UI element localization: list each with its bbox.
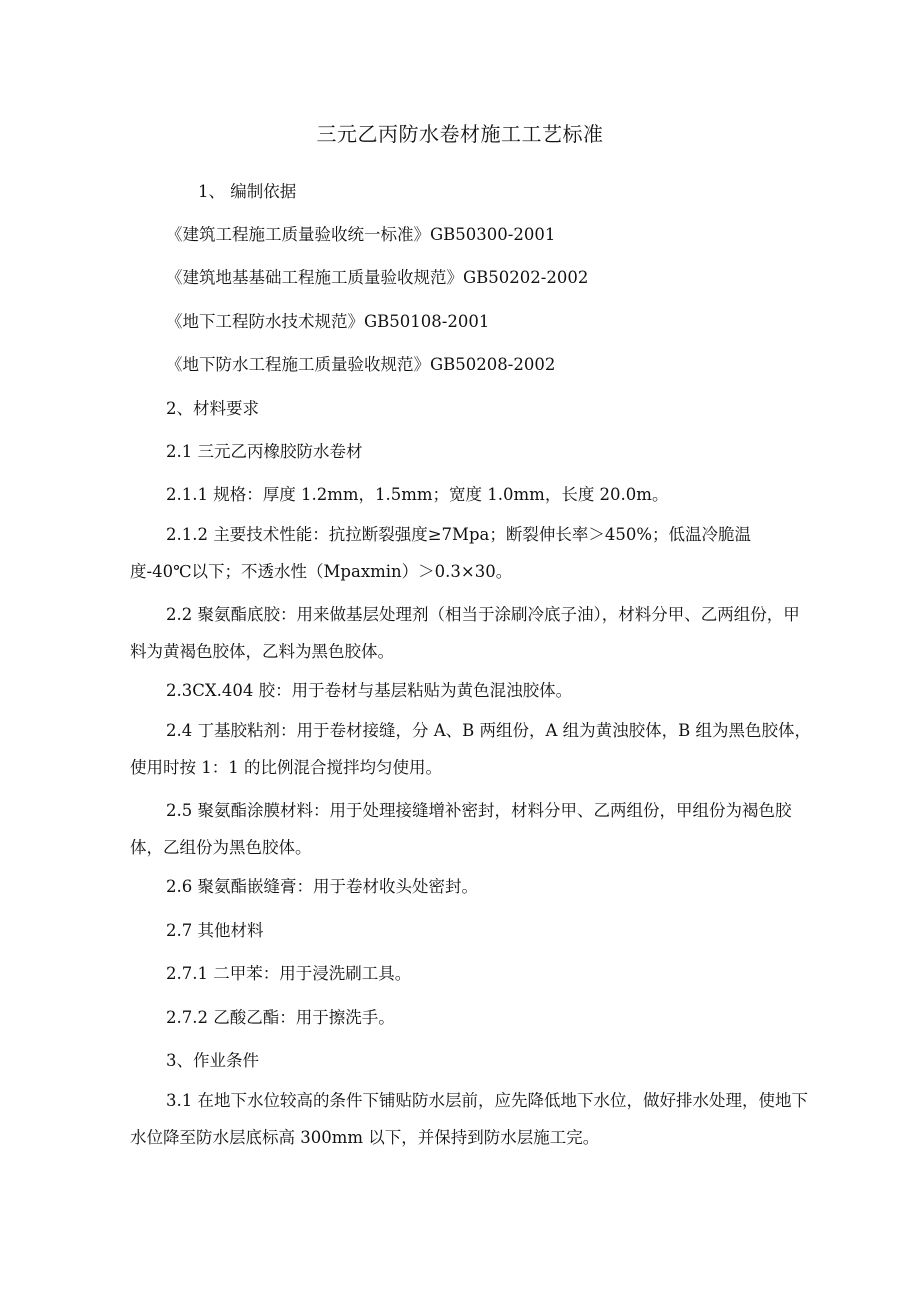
paragraph-2-7: 2.7 其他材料 <box>166 921 264 940</box>
reference-standard-1: 《建筑工程施工质量验收统一标准》GB50300-2001 <box>166 225 556 244</box>
paragraph-3-1: 3.1 在地下水位较高的条件下铺贴防水层前，应先降低地下水位，做好排水处理，使地下水位降至防水层底标高 300mm 以下，并保持到防水层施工完。 <box>130 1091 808 1147</box>
section-2-heading: 2、材料要求 <box>166 399 259 418</box>
document-title: 三元乙丙防水卷材施工工艺标准 <box>316 122 604 146</box>
section-3-heading: 3、作业条件 <box>166 1051 259 1070</box>
paragraph-2-7-2: 2.7.2 乙酸乙酯：用于擦洗手。 <box>166 1008 395 1027</box>
reference-standard-3: 《地下工程防水技术规范》GB50108-2001 <box>166 312 490 331</box>
paragraph-2-1-2: 2.1.2 主要技术性能：抗拉断裂强度≥7Mpa；断裂伸长率＞450%；低温冷脆温度-40℃以下；不透水性（Mpaxmin）＞0.3×30。 <box>130 525 752 581</box>
paragraph-2-2: 2.2 聚氨酯底胶：用来做基层处理剂（相当于涂刷冷底子油），材料分甲、乙两组份，甲料为黄褐色胶体，乙料为黑色胶体。 <box>130 605 800 661</box>
paragraph-2-6: 2.6 聚氨酯嵌缝膏：用于卷材收头处密封。 <box>166 877 478 896</box>
reference-standard-2: 《建筑地基基础工程施工质量验收规范》GB50202-2002 <box>166 268 589 287</box>
reference-standard-4: 《地下防水工程施工质量验收规范》GB50208-2002 <box>166 355 556 374</box>
paragraph-2-7-1: 2.7.1 二甲苯：用于浸洗刷工具。 <box>166 964 412 983</box>
paragraph-2-1: 2.1 三元乙丙橡胶防水卷材 <box>166 442 363 461</box>
section-1-heading: 1、 编制依据 <box>198 182 297 201</box>
paragraph-2-5: 2.5 聚氨酯涂膜材料：用于处理接缝增补密封，材料分甲、乙两组份，甲组份为褐色胶体，乙组份为黑色胶体。 <box>130 801 792 857</box>
paragraph-2-3: 2.3CX.404 胶：用于卷材与基层粘贴为黄色混浊胶体。 <box>166 681 573 700</box>
paragraph-2-1-1: 2.1.1 规格：厚度 1.2mm，1.5mm；宽度 1.0mm，长度 20.0m。 <box>166 485 669 504</box>
paragraph-2-4: 2.4 丁基胶粘剂：用于卷材接缝，分 A、B 两组份，A 组为黄浊胶体，B 组为黑色胶体，使用时按 1：1 的比例混合搅拌均匀使用。 <box>130 721 812 777</box>
